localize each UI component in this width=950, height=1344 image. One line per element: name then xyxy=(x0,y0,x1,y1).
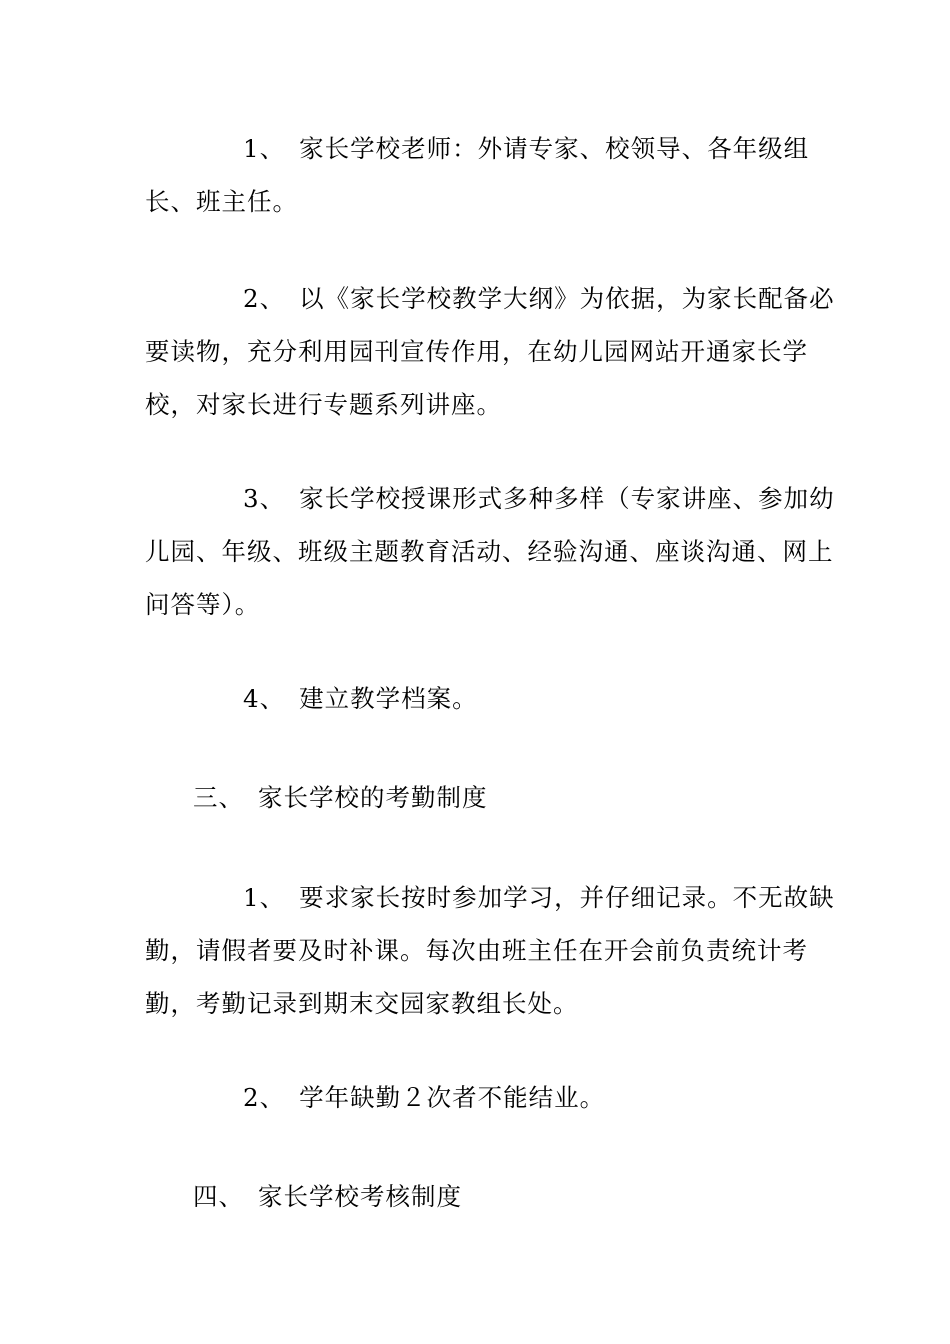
paragraph-text: 家长学校授课形式多种多样（专家讲座、参加幼儿园、年级、班级主题教育活动、经验沟通、座谈沟通、网上问答等）。 xyxy=(145,484,835,619)
paragraph-text: 家长学校老师：外请专家、校领导、各年级组长、班主任。 xyxy=(145,134,810,216)
section-heading-assessment xyxy=(193,1170,462,1223)
section-title: 家长学校考核制度 xyxy=(258,1182,462,1211)
paragraph-absence-limit xyxy=(145,1071,835,1124)
section-heading-attendance xyxy=(193,771,488,824)
section-number: 四、 xyxy=(193,1182,244,1211)
section-number: 三、 xyxy=(193,783,244,812)
item-number: 4、 xyxy=(243,684,286,713)
paragraph-text: 要求家长按时参加学习，并仔细记录。不无故缺勤，请假者要及时补课。每次由班主任在开会前负责统计考勤，考勤记录到期末交园家教组长处。 xyxy=(145,883,835,1018)
paragraph-text: 建立教学档案。 xyxy=(299,684,478,713)
paragraph-attendance-rules xyxy=(145,871,835,1030)
item-number: 2、 xyxy=(243,284,286,313)
section-title: 家长学校的考勤制度 xyxy=(258,783,488,812)
paragraph-text: 学年缺勤２次者不能结业。 xyxy=(299,1083,606,1112)
item-number: 1、 xyxy=(243,134,286,163)
paragraph-archives xyxy=(145,672,835,725)
item-number: 1、 xyxy=(243,883,286,912)
paragraph-syllabus xyxy=(145,272,835,431)
item-number: 2、 xyxy=(243,1083,286,1112)
paragraph-text: 以《家长学校教学大纲》为依据，为家长配备必要读物，充分利用园刊宣传作用，在幼儿园网站开通家长学校，对家长进行专题系列讲座。 xyxy=(145,284,835,419)
item-number: 3、 xyxy=(243,484,286,513)
paragraph-teaching-forms xyxy=(145,472,835,631)
paragraph-teachers xyxy=(145,122,835,228)
